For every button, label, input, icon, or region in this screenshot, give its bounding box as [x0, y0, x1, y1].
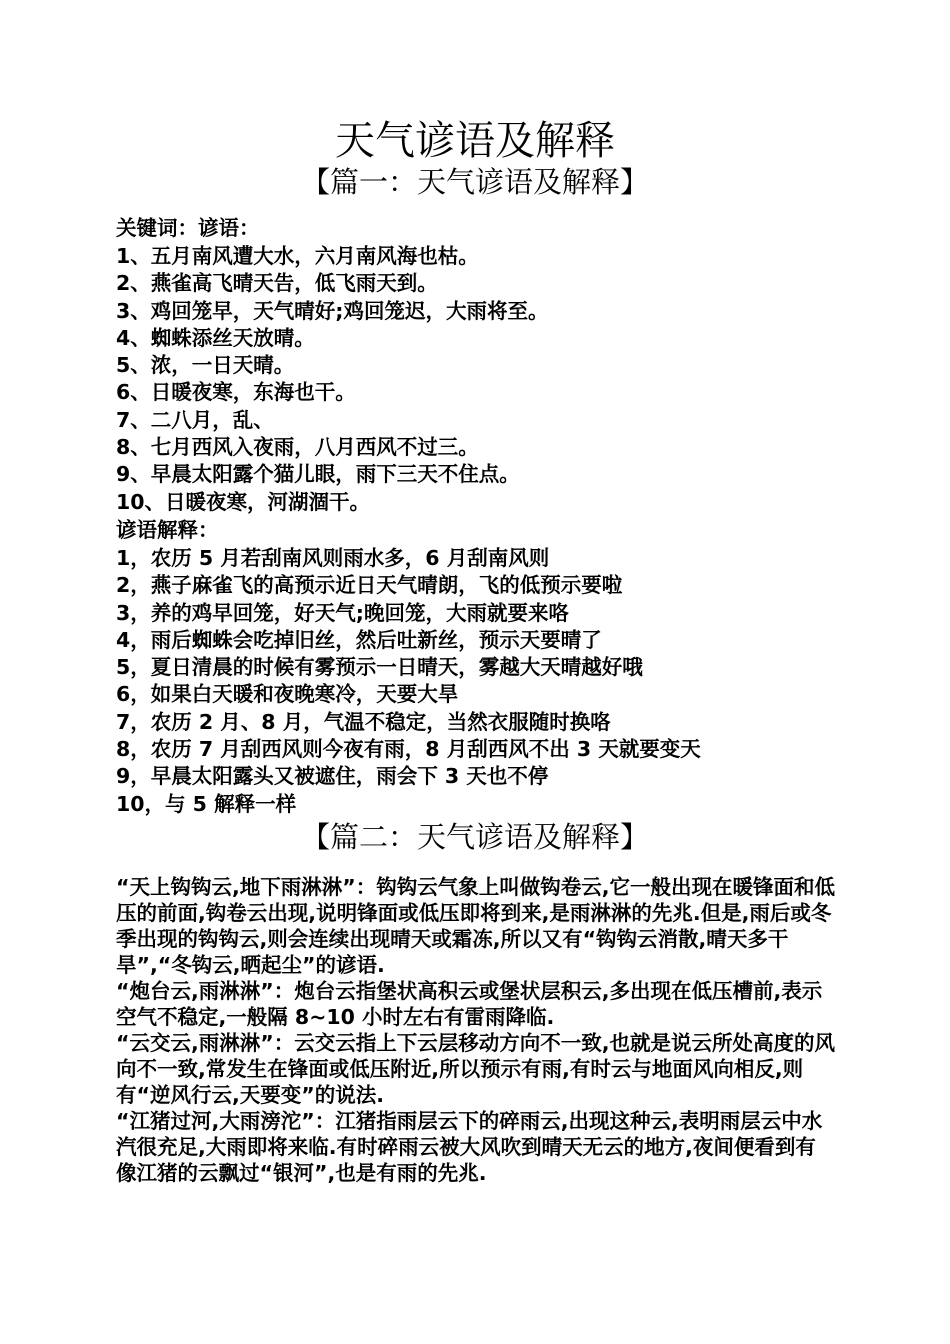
document-title: 天气谚语及解释 — [335, 118, 615, 164]
proverb-item: 4、蜘蛛添丝天放晴。 — [116, 325, 315, 350]
explanation-item: 4，雨后蜘蛛会吃掉旧丝，然后吐新丝，预示天要晴了 — [116, 627, 602, 652]
paragraph: “炮台云,雨淋淋”：炮台云指堡状高积云或堡状层积云,多出现在低压槽前,表示空气不稳定,一般隔 8~10 小时左右有雷雨降临. — [116, 979, 823, 1029]
section-two-body — [116, 874, 836, 1186]
explanation-label: 谚语解释： — [116, 518, 219, 542]
explanation-item: 8，农历 7 月刮西风则今夜有雨，8 月刮西风不出 3 天就要变天 — [116, 737, 701, 762]
proverb-item: 7、二八月，乱、 — [116, 407, 274, 432]
explanation-item: 1，农历 5 月若刮南风则雨水多，6 月刮南风则 — [116, 546, 550, 570]
paragraph: “云交云,雨淋淋”：云交云指上下云层移动方向不一致,也就是说云所处高度的风向不一致,常发生在锋面或低压附近,所以预示有雨,有时云与地面风向相反,则有“逆风行云,天要变”的说法. — [116, 1031, 836, 1107]
proverb-item: 6、日暖夜寒，东海也干。 — [116, 380, 356, 405]
proverb-list — [116, 243, 836, 516]
paragraph: “江猪过河,大雨滂沱”：江猪指雨层云下的碎雨云,出现这种云,表明雨层云中水汽很充足,大雨即将来临.有时碎雨云被大风吹到晴天无云的地方,夜间便看到有像江猪的云飘过“银河”,也是有雨的先兆. — [116, 1109, 823, 1185]
explanation-item: 5，夏日清晨的时候有雾预示一日晴天，雾越大天晴越好哦 — [116, 655, 643, 680]
proverb-item: 5、浓，一日天晴。 — [116, 353, 295, 378]
explanation-item: 6，如果白天暖和夜晚寒冷，天要大旱 — [116, 682, 459, 707]
keywords-label: 关键词：谚语： — [116, 216, 260, 240]
proverb-item: 9、早晨太阳露个猫儿眼，雨下三天不住点。 — [116, 462, 520, 487]
explanation-item: 3，养的鸡早回笼，好天气;晚回笼，大雨就要来咯 — [116, 600, 569, 625]
explanation-item: 2，燕子麻雀飞的高预示近日天气晴朗，飞的低预示要啦 — [116, 573, 623, 598]
proverb-item: 3、鸡回笼早，天气晴好;鸡回笼迟，大雨将至。 — [116, 298, 549, 323]
explanation-list — [116, 545, 836, 818]
proverb-item: 1、五月南风遭大水，六月南风海也枯。 — [116, 244, 479, 268]
proverb-item: 8、七月西风入夜雨，八月西风不过三。 — [116, 435, 479, 460]
explanation-item: 10，与 5 解释一样 — [116, 791, 297, 816]
paragraph: “天上钩钩云,地下雨淋淋”：钩钩云气象上叫做钩卷云,它一般出现在暖锋面和低压的前面,钩卷云出现,说明锋面或低压即将到来,是雨淋淋的先兆.但是,雨后或冬季出现的钩钩云,则会连续出现晴天或霜冻,所以又有“钩钩云消散,晴天多干旱”,“冬钩云,晒起尘”的谚语. — [116, 875, 836, 977]
explanation-item: 7，农历 2 月、8 月，气温不稳定，当然衣服随时换咯 — [116, 709, 611, 734]
proverb-item: 2、燕雀高飞晴天告，低飞雨天到。 — [116, 271, 438, 296]
section-two-heading: 【篇二：天气谚语及解释】 — [300, 820, 649, 854]
proverb-item: 10、日暖夜寒，河湖涸干。 — [116, 489, 371, 514]
section-one-heading: 【篇一：天气谚语及解释】 — [300, 165, 649, 199]
explanation-item: 9，早晨太阳露头又被遮住，雨会下 3 天也不停 — [116, 764, 549, 789]
